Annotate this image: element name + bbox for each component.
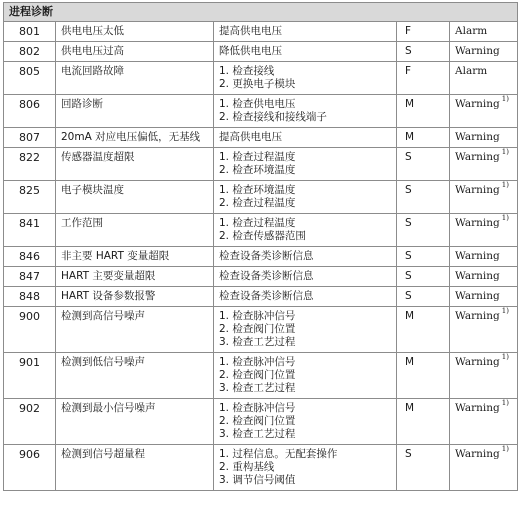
remedy-action-line: 2. 检查环境温度 xyxy=(219,164,296,176)
diagnostic-behavior xyxy=(450,214,518,247)
remedy-action-line: 3. 检查工艺过程 xyxy=(219,428,296,440)
remedy-action-line: 2. 更换电子模块 xyxy=(219,78,296,90)
remedy-action-line: 3. 检查工艺过程 xyxy=(219,382,296,394)
diagnostics-table-wrapper xyxy=(3,2,517,491)
remedy-action-line: 提高供电电压 xyxy=(219,25,282,37)
remedy-action-line: 1. 检查环境温度 xyxy=(219,184,296,196)
status-category: M xyxy=(397,128,450,148)
behavior-label: Warning xyxy=(455,290,500,302)
remedy-action-line: 2. 检查阀门位置 xyxy=(219,415,296,427)
diagnostic-behavior xyxy=(450,267,518,287)
remedy-action-line: 2. 重构基线 xyxy=(219,461,275,473)
remedy-actions xyxy=(214,95,397,128)
diagnostic-behavior xyxy=(450,287,518,307)
footnote-marker: 1) xyxy=(501,352,509,361)
remedy-actions xyxy=(214,353,397,399)
behavior-label: Alarm xyxy=(455,65,488,77)
remedy-actions xyxy=(214,148,397,181)
remedy-action-line: 2. 检查接线和接线端子 xyxy=(219,111,327,123)
behavior-label: Warning xyxy=(455,45,500,57)
table-row xyxy=(4,353,518,399)
remedy-actions xyxy=(214,128,397,148)
diagnostic-behavior xyxy=(450,181,518,214)
process-diagnostics-table xyxy=(3,2,518,491)
diagnostic-description: HART 设备参数报警 xyxy=(56,287,214,307)
remedy-actions xyxy=(214,267,397,287)
diagnostic-behavior xyxy=(450,148,518,181)
diagnostic-code: 802 xyxy=(4,42,56,62)
status-category: S xyxy=(397,287,450,307)
diagnostic-code: 805 xyxy=(4,62,56,95)
table-row xyxy=(4,22,518,42)
remedy-actions xyxy=(214,181,397,214)
diagnostic-code: 848 xyxy=(4,287,56,307)
status-category: S xyxy=(397,148,450,181)
remedy-action-line: 1. 过程信息。无配套操作 xyxy=(219,448,338,460)
diagnostic-description: 检测到高信号噪声 xyxy=(56,307,214,353)
remedy-action-line: 1. 检查过程温度 xyxy=(219,151,296,163)
behavior-label: Warning xyxy=(455,448,500,460)
table-row xyxy=(4,181,518,214)
remedy-actions xyxy=(214,62,397,95)
diagnostic-behavior xyxy=(450,445,518,491)
status-category: S xyxy=(397,181,450,214)
remedy-actions xyxy=(214,307,397,353)
table-row xyxy=(4,287,518,307)
diagnostic-description: 20mA 对应电压偏低，无基线 xyxy=(56,128,214,148)
remedy-action-line: 1. 检查接线 xyxy=(219,65,275,77)
diagnostic-behavior xyxy=(450,399,518,445)
remedy-action-line: 降低供电电压 xyxy=(219,45,282,57)
table-row xyxy=(4,399,518,445)
behavior-label: Warning xyxy=(455,151,500,163)
footnote-marker: 1) xyxy=(501,306,509,315)
remedy-action-line: 2. 检查传感器范围 xyxy=(219,230,306,242)
diagnostic-behavior xyxy=(450,95,518,128)
diagnostic-description: 工作范围 xyxy=(56,214,214,247)
status-category: S xyxy=(397,445,450,491)
diagnostic-code: 807 xyxy=(4,128,56,148)
status-category: F xyxy=(397,22,450,42)
remedy-actions xyxy=(214,247,397,267)
diagnostic-code: 806 xyxy=(4,95,56,128)
remedy-actions xyxy=(214,214,397,247)
diagnostic-description: 非主要 HART 变量超限 xyxy=(56,247,214,267)
footnote-marker: 1) xyxy=(501,147,509,156)
diagnostic-description: 供电电压过高 xyxy=(56,42,214,62)
remedy-actions xyxy=(214,42,397,62)
remedy-action-line: 1. 检查脉冲信号 xyxy=(219,356,296,368)
diagnostic-code: 822 xyxy=(4,148,56,181)
table-row xyxy=(4,95,518,128)
footnote-marker: 1) xyxy=(501,398,509,407)
remedy-action-line: 1. 检查供电电压 xyxy=(219,98,296,110)
table-row xyxy=(4,42,518,62)
status-category: M xyxy=(397,353,450,399)
diagnostic-code: 847 xyxy=(4,267,56,287)
footnote-marker: 1) xyxy=(501,94,509,103)
diagnostic-description: 检测到低信号噪声 xyxy=(56,353,214,399)
behavior-label: Warning xyxy=(455,217,500,229)
remedy-actions xyxy=(214,445,397,491)
status-category: S xyxy=(397,42,450,62)
behavior-label: Warning xyxy=(455,131,500,143)
remedy-action-line: 检查设备类诊断信息 xyxy=(219,270,314,282)
diagnostic-behavior xyxy=(450,62,518,95)
diagnostic-description: 检测到信号超量程 xyxy=(56,445,214,491)
behavior-label: Alarm xyxy=(455,25,488,37)
diagnostic-description: 电子模块温度 xyxy=(56,181,214,214)
behavior-label: Warning xyxy=(455,356,500,368)
diagnostic-description: HART 主要变量超限 xyxy=(56,267,214,287)
remedy-action-line: 3. 调节信号阈值 xyxy=(219,474,296,486)
diagnostic-description: 供电电压太低 xyxy=(56,22,214,42)
diagnostic-code: 801 xyxy=(4,22,56,42)
remedy-action-line: 1. 检查脉冲信号 xyxy=(219,402,296,414)
diagnostic-behavior xyxy=(450,42,518,62)
section-header-row xyxy=(4,3,518,22)
diagnostic-code: 901 xyxy=(4,353,56,399)
status-category: F xyxy=(397,62,450,95)
diagnostic-description: 电流回路故障 xyxy=(56,62,214,95)
remedy-action-line: 检查设备类诊断信息 xyxy=(219,250,314,262)
table-row xyxy=(4,445,518,491)
diagnostic-code: 825 xyxy=(4,181,56,214)
table-row xyxy=(4,148,518,181)
remedy-actions xyxy=(214,399,397,445)
table-row xyxy=(4,128,518,148)
remedy-action-line: 1. 检查脉冲信号 xyxy=(219,310,296,322)
table-row xyxy=(4,247,518,267)
status-category: M xyxy=(397,399,450,445)
remedy-action-line: 2. 检查过程温度 xyxy=(219,197,296,209)
footnote-marker: 1) xyxy=(501,444,509,453)
remedy-action-line: 2. 检查阀门位置 xyxy=(219,323,296,335)
diagnostic-code: 902 xyxy=(4,399,56,445)
table-row xyxy=(4,214,518,247)
remedy-actions xyxy=(214,287,397,307)
remedy-action-line: 3. 检查工艺过程 xyxy=(219,336,296,348)
diagnostic-behavior xyxy=(450,247,518,267)
diagnostic-code: 846 xyxy=(4,247,56,267)
status-category: S xyxy=(397,214,450,247)
status-category: S xyxy=(397,247,450,267)
footnote-marker: 1) xyxy=(501,180,509,189)
behavior-label: Warning xyxy=(455,270,500,282)
diagnostic-code: 841 xyxy=(4,214,56,247)
remedy-action-line: 检查设备类诊断信息 xyxy=(219,290,314,302)
diagnostic-behavior xyxy=(450,353,518,399)
diagnostic-description: 检测到最小信号噪声 xyxy=(56,399,214,445)
behavior-label: Warning xyxy=(455,310,500,322)
status-category: S xyxy=(397,267,450,287)
behavior-label: Warning xyxy=(455,184,500,196)
remedy-action-line: 2. 检查阀门位置 xyxy=(219,369,296,381)
table-row xyxy=(4,267,518,287)
diagnostic-code: 906 xyxy=(4,445,56,491)
diagnostic-behavior xyxy=(450,22,518,42)
diagnostic-description: 传感器温度超限 xyxy=(56,148,214,181)
status-category: M xyxy=(397,95,450,128)
section-title: 进程诊断 xyxy=(4,3,518,22)
diagnostic-description: 回路诊断 xyxy=(56,95,214,128)
behavior-label: Warning xyxy=(455,250,500,262)
diagnostic-behavior xyxy=(450,307,518,353)
diagnostic-behavior xyxy=(450,128,518,148)
remedy-action-line: 提高供电电压 xyxy=(219,131,282,143)
behavior-label: Warning xyxy=(455,98,500,110)
remedy-action-line: 1. 检查过程温度 xyxy=(219,217,296,229)
footnote-marker: 1) xyxy=(501,213,509,222)
remedy-actions xyxy=(214,22,397,42)
status-category: M xyxy=(397,307,450,353)
behavior-label: Warning xyxy=(455,402,500,414)
table-row xyxy=(4,307,518,353)
table-row xyxy=(4,62,518,95)
diagnostic-code: 900 xyxy=(4,307,56,353)
